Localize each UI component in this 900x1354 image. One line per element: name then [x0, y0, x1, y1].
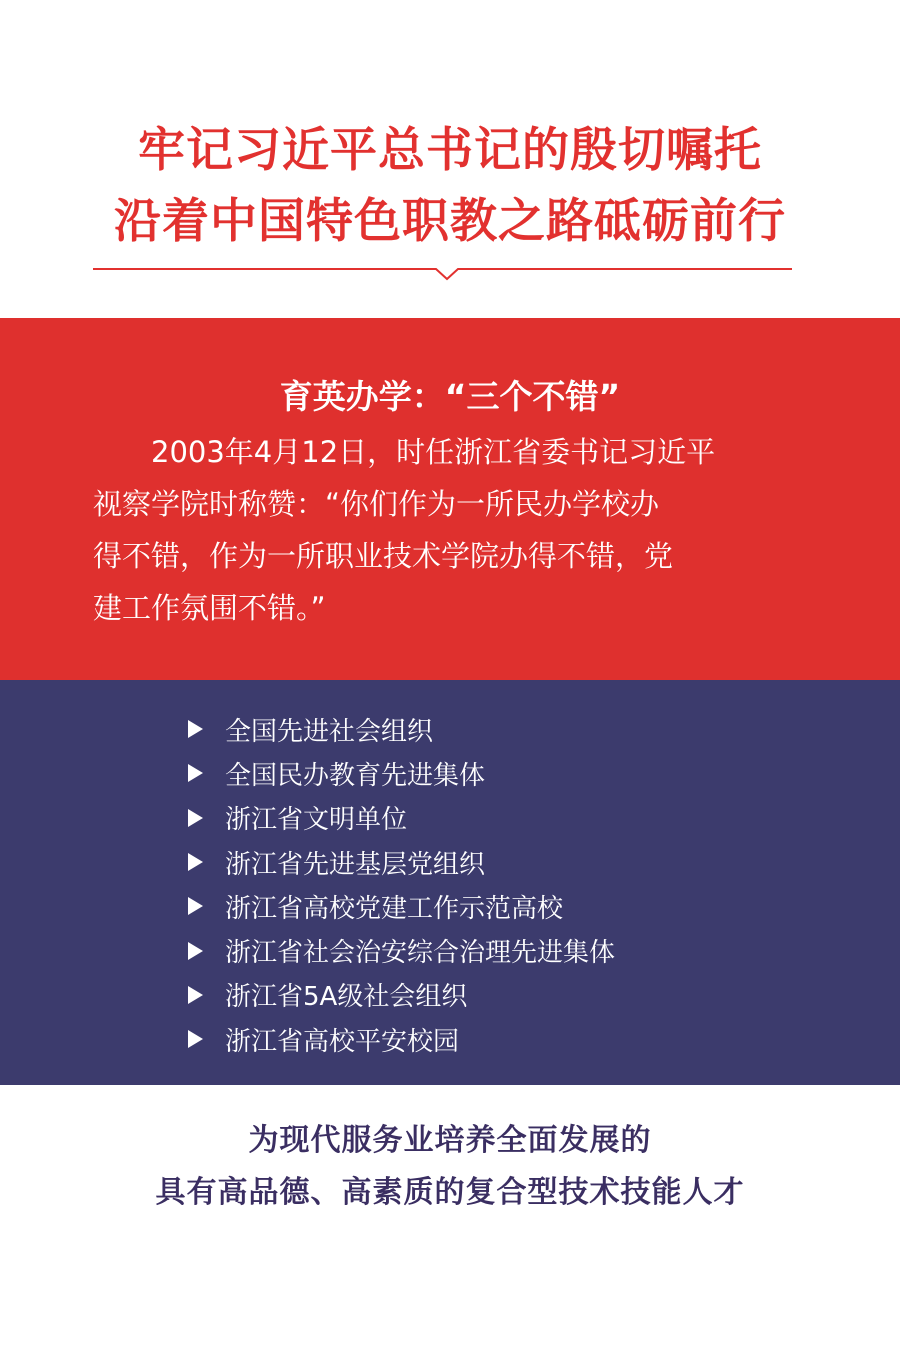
- list-item: [188, 751, 615, 795]
- mission-statement-line-1: 为现代服务业培养全面发展的: [248, 1123, 652, 1158]
- intro-heading: 育英办学：“三个不错”: [279, 377, 621, 416]
- list-item: [188, 884, 615, 928]
- list-item: [188, 1017, 615, 1061]
- honors-list: [188, 707, 615, 1061]
- list-item: [188, 840, 615, 884]
- triangle-right-icon: [188, 764, 203, 782]
- list-item: [188, 796, 615, 840]
- intro-paragraph-line: 得不错，作为一所职业技术学院办得不错，党: [93, 539, 674, 573]
- triangle-right-icon: [188, 809, 203, 827]
- honor-label: 浙江省社会治安综合治理先进集体: [225, 938, 616, 969]
- honor-label: 浙江省5A级社会组织: [225, 982, 468, 1013]
- list-item: [188, 973, 615, 1017]
- page-title-line-1: 牢记习近平总书记的殷切嘱托: [138, 123, 762, 178]
- honor-label: 浙江省高校平安校园: [225, 1026, 460, 1057]
- list-item: [188, 707, 615, 751]
- triangle-right-icon: [188, 986, 203, 1004]
- list-item: [188, 928, 615, 972]
- mission-statement-line-2: 具有高品德、高素质的复合型技术技能人才: [155, 1175, 745, 1210]
- title-divider: [0, 258, 900, 288]
- page-title-line-2: 沿着中国特色职教之路砥砺前行: [114, 194, 786, 249]
- triangle-right-icon: [188, 897, 203, 915]
- honor-label: 全国先进社会组织: [225, 716, 434, 747]
- honor-label: 浙江省先进基层党组织: [225, 849, 486, 880]
- intro-paragraph-line: 2003年4月12日，时任浙江省委书记习近平: [93, 435, 716, 469]
- honor-label: 全国民办教育先进集体: [225, 760, 486, 791]
- intro-paragraph-line: 视察学院时称赞：“你们作为一所民办学校办: [93, 487, 660, 521]
- intro-paragraph-line: 建工作氛围不错。”: [93, 591, 326, 625]
- triangle-right-icon: [188, 853, 203, 871]
- triangle-right-icon: [188, 1030, 203, 1048]
- honor-label: 浙江省高校党建工作示范高校: [225, 893, 564, 924]
- honor-label: 浙江省文明单位: [225, 805, 408, 836]
- triangle-right-icon: [188, 720, 203, 738]
- triangle-right-icon: [188, 942, 203, 960]
